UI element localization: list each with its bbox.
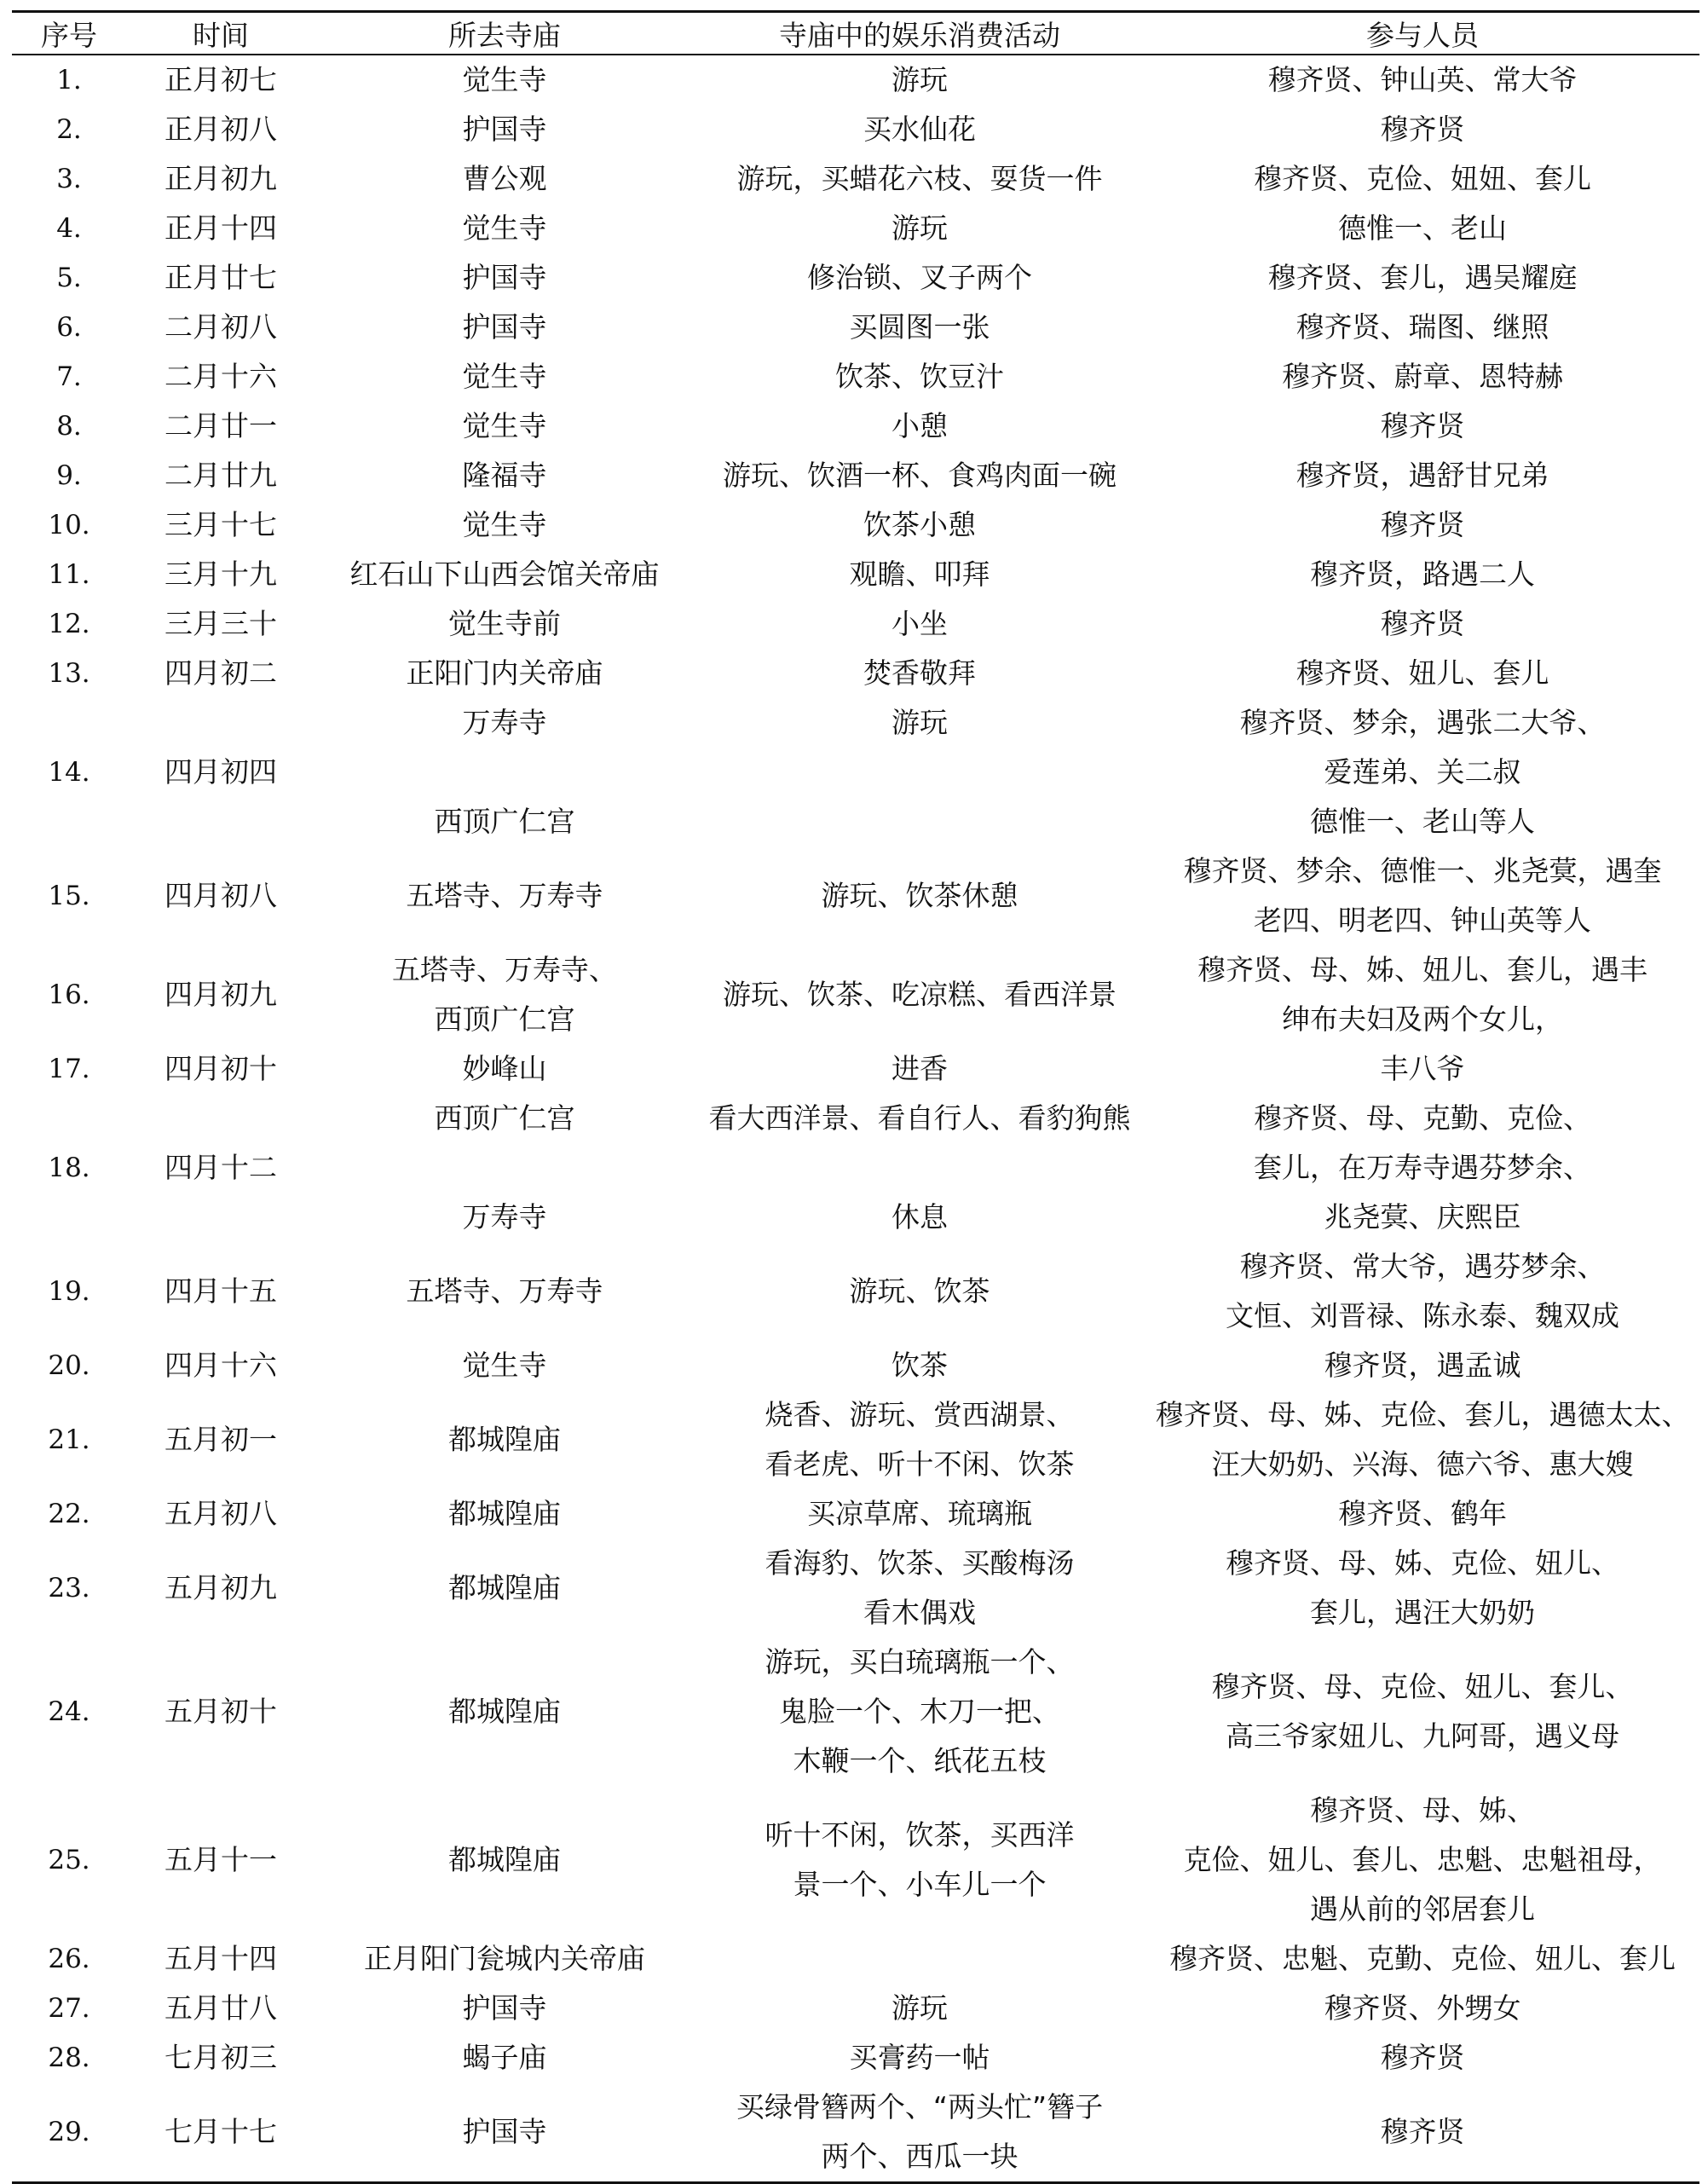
cell-temple [315, 2083, 694, 2183]
cell-activity-line: 游玩 [892, 63, 948, 96]
cell-temple [315, 1044, 694, 1094]
cell-people-line: 老四、明老四、钟山英等人 [1254, 904, 1591, 937]
cell-temple-line: 觉生寺 [462, 1349, 547, 1382]
cell-people-line: 穆齐贤、忠魁、克勤、克俭、妞儿、套儿 [1169, 1942, 1676, 1975]
cell-people-line: 穆齐贤、克俭、妞妞、套儿 [1254, 162, 1591, 195]
cell-temple [315, 1341, 694, 1390]
cell-people-line: 穆齐贤 [1380, 113, 1465, 146]
cell-temple-line [317, 748, 692, 797]
cell-index: 16. [48, 979, 90, 1010]
cell-people [1145, 451, 1699, 500]
cell-activity-line [695, 1934, 1144, 1984]
cell-date: 四月初八 [164, 879, 277, 912]
table-row [12, 599, 1699, 649]
table-row [12, 550, 1699, 599]
cell-people [1145, 402, 1699, 451]
cell-date: 五月初九 [164, 1571, 277, 1604]
cell-activity-line: 饮茶小憩 [863, 508, 976, 541]
cell-temple [315, 945, 694, 1044]
cell-activity-line: 休息 [892, 1200, 948, 1234]
table-row [12, 649, 1699, 698]
cell-temple-line: 都城隍庙 [448, 1571, 561, 1604]
cell-activity [694, 154, 1145, 204]
cell-activity-line: 看大西洋景、看自行人、看豹狗熊 [708, 1101, 1131, 1135]
cell-activity [694, 846, 1145, 945]
table-row [12, 846, 1699, 945]
cell-people-line: 文恒、刘晋禄、陈永泰、魏双成 [1226, 1299, 1619, 1332]
cell-index: 11. [48, 559, 90, 590]
cell-temple [315, 1934, 694, 1984]
cell-date: 三月三十 [164, 607, 277, 640]
cell-index: 20. [48, 1350, 90, 1381]
cell-index: 14. [48, 757, 90, 788]
cell-temple-line: 觉生寺 [462, 409, 547, 442]
table-row [12, 303, 1699, 352]
cell-people-line: 德惟一、老山 [1338, 211, 1507, 245]
cell-temple-line: 觉生寺 [462, 211, 547, 245]
cell-activity-line: 买绿骨簪两个、“两头忙”簪子 [736, 2090, 1104, 2123]
cell-people [1145, 1044, 1699, 1094]
cell-temple-line: 觉生寺前 [448, 607, 561, 640]
cell-index: 12. [48, 609, 90, 639]
cell-temple [315, 599, 694, 649]
cell-people [1145, 1489, 1699, 1539]
cell-index: 19. [48, 1276, 90, 1307]
cell-temple [315, 698, 694, 846]
cell-temple-line: 正月阳门瓮城内关帝庙 [364, 1942, 645, 1975]
cell-date: 正月初九 [164, 162, 277, 195]
cell-people [1145, 945, 1699, 1044]
cell-activity [694, 402, 1145, 451]
cell-activity-line: 烧香、游玩、赏西湖景、 [765, 1398, 1075, 1431]
header-people: 参与人员 [1366, 18, 1479, 52]
cell-people-line: 兆尧蓂、庆熙臣 [1324, 1200, 1521, 1234]
cell-date: 正月廿七 [164, 261, 277, 294]
cell-activity-line: 游玩、饮酒一杯、食鸡肉面一碗 [723, 459, 1117, 492]
cell-activity [694, 1341, 1145, 1390]
cell-people-line: 穆齐贤、瑞图、继照 [1295, 310, 1549, 344]
cell-temple-line: 觉生寺 [462, 63, 547, 96]
cell-people-line: 穆齐贤 [1380, 508, 1465, 541]
cell-people-line: 克俭、妞儿、套儿、忠魁、忠魁祖母， [1183, 1843, 1662, 1876]
cell-people-line: 穆齐贤、母、克俭、妞儿、套儿、 [1211, 1670, 1634, 1703]
cell-date: 五月初八 [164, 1497, 277, 1530]
cell-activity [694, 1984, 1145, 2033]
cell-activity-line: 小憩 [892, 409, 948, 442]
cell-activity-line: 买圆图一张 [849, 310, 990, 344]
cell-activity [694, 253, 1145, 303]
temple-activity-table [12, 10, 1699, 2184]
cell-date: 四月十五 [164, 1274, 277, 1308]
cell-people-line: 穆齐贤、母、姊、 [1310, 1794, 1535, 1827]
cell-activity-line: 买膏药一帖 [849, 2041, 990, 2074]
table-row [12, 1934, 1699, 1984]
cell-index: 15. [48, 881, 90, 911]
cell-people [1145, 846, 1699, 945]
cell-index: 28. [48, 2042, 90, 2073]
cell-index: 24. [48, 1696, 90, 1727]
cell-temple [315, 2033, 694, 2083]
cell-people [1145, 154, 1699, 204]
cell-temple-line: 西顶广仁宫 [434, 805, 575, 838]
cell-temple-line: 万寿寺 [462, 706, 547, 739]
cell-people-line: 穆齐贤、蔚章、恩特赫 [1282, 360, 1563, 393]
cell-temple [315, 352, 694, 402]
table-row [12, 1638, 1699, 1786]
cell-index: 6. [56, 312, 82, 343]
cell-date: 三月十九 [164, 558, 277, 591]
cell-activity-line: 买凉草席、琉璃瓶 [807, 1497, 1032, 1530]
cell-activity-line: 看老虎、听十不闲、饮茶 [765, 1447, 1075, 1481]
cell-date: 二月廿一 [164, 409, 277, 442]
cell-activity [694, 2033, 1145, 2083]
cell-people-line: 爱莲弟、关二叔 [1324, 755, 1521, 789]
cell-index: 27. [48, 1993, 90, 2024]
cell-people [1145, 1539, 1699, 1638]
cell-people-line: 穆齐贤，路遇二人 [1310, 558, 1535, 591]
cell-activity [694, 649, 1145, 698]
cell-temple [315, 253, 694, 303]
cell-activity-line: 木鞭一个、纸花五枝 [793, 1744, 1047, 1777]
cell-activity-line [695, 797, 1144, 846]
cell-temple-line: 隆福寺 [462, 459, 547, 492]
cell-temple [315, 1489, 694, 1539]
header-row [12, 12, 1699, 55]
table-row [12, 1094, 1699, 1242]
cell-activity [694, 1044, 1145, 1094]
cell-index: 18. [48, 1153, 90, 1183]
cell-people [1145, 1984, 1699, 2033]
cell-activity [694, 1094, 1145, 1242]
cell-temple-line: 觉生寺 [462, 508, 547, 541]
cell-people-line: 穆齐贤 [1380, 2041, 1465, 2074]
cell-index: 2. [56, 114, 82, 145]
table-row [12, 1539, 1699, 1638]
table-row [12, 1786, 1699, 1934]
cell-people-line: 丰八爷 [1380, 1052, 1465, 1085]
cell-people-line: 穆齐贤 [1380, 607, 1465, 640]
cell-temple [315, 1638, 694, 1786]
cell-temple [315, 55, 694, 105]
cell-people-line: 穆齐贤、常大爷，遇芬梦余、 [1239, 1250, 1606, 1283]
cell-temple [315, 204, 694, 253]
cell-date: 正月初七 [164, 63, 277, 96]
cell-activity-line: 观瞻、叩拜 [849, 558, 990, 591]
cell-people [1145, 649, 1699, 698]
cell-index: 9. [56, 460, 82, 491]
cell-activity-line: 游玩、饮茶 [849, 1274, 990, 1308]
table-row [12, 1984, 1699, 2033]
cell-index: 8. [56, 411, 82, 442]
cell-index: 3. [56, 164, 82, 194]
cell-people-line: 穆齐贤 [1380, 409, 1465, 442]
cell-date: 四月初十 [164, 1052, 277, 1085]
cell-temple [315, 1786, 694, 1934]
table-row [12, 253, 1699, 303]
cell-people-line: 穆齐贤、母、克勤、克俭、 [1254, 1101, 1591, 1135]
cell-temple-line: 护国寺 [462, 2115, 547, 2148]
cell-date: 四月初四 [164, 755, 277, 789]
cell-activity-line: 进香 [892, 1052, 948, 1085]
table-row [12, 698, 1699, 846]
cell-temple-line: 五塔寺、万寿寺 [406, 1274, 603, 1308]
cell-people-line: 穆齐贤，遇孟诚 [1324, 1349, 1521, 1382]
cell-people [1145, 2083, 1699, 2183]
cell-activity-line [695, 748, 1144, 797]
header-temple: 所去寺庙 [448, 18, 561, 52]
cell-people [1145, 599, 1699, 649]
cell-people [1145, 1786, 1699, 1934]
cell-temple [315, 451, 694, 500]
cell-activity [694, 698, 1145, 846]
cell-temple-line: 万寿寺 [462, 1200, 547, 1234]
cell-temple-line: 护国寺 [462, 1991, 547, 2025]
cell-people [1145, 1094, 1699, 1242]
cell-people-line: 德惟一、老山等人 [1310, 805, 1535, 838]
cell-activity [694, 1539, 1145, 1638]
cell-activity-line: 小坐 [892, 607, 948, 640]
cell-people-line: 遇从前的邻居套儿 [1310, 1892, 1535, 1926]
cell-activity-line: 游玩，买蜡花六枝、耍货一件 [736, 162, 1103, 195]
cell-date: 正月初八 [164, 113, 277, 146]
cell-activity-line: 两个、西瓜一块 [821, 2140, 1018, 2173]
cell-people-line: 高三爷家妞儿、九阿哥，遇义母 [1226, 1719, 1619, 1753]
cell-activity [694, 1390, 1145, 1489]
cell-people-line: 穆齐贤、鹤年 [1338, 1497, 1507, 1530]
cell-temple-line: 曹公观 [462, 162, 547, 195]
cell-date: 正月十四 [164, 211, 277, 245]
header-activity: 寺庙中的娱乐消费活动 [779, 18, 1060, 52]
cell-activity [694, 204, 1145, 253]
cell-temple [315, 402, 694, 451]
cell-date: 五月廿八 [164, 1991, 277, 2025]
cell-people [1145, 303, 1699, 352]
cell-temple-line: 都城隍庙 [448, 1695, 561, 1728]
cell-temple-line: 妙峰山 [462, 1052, 547, 1085]
table-row [12, 2033, 1699, 2083]
table-row [12, 1390, 1699, 1489]
cell-date: 五月十四 [164, 1942, 277, 1975]
table-row [12, 55, 1699, 105]
cell-activity-line: 景一个、小车儿一个 [793, 1868, 1047, 1901]
cell-date: 四月十六 [164, 1349, 277, 1382]
table-row [12, 2083, 1699, 2183]
cell-people [1145, 105, 1699, 154]
cell-activity-line: 饮茶 [892, 1349, 948, 1382]
cell-temple-line: 觉生寺 [462, 360, 547, 393]
cell-activity-line: 游玩，买白琉璃瓶一个、 [765, 1645, 1075, 1678]
cell-people-line: 穆齐贤、妞儿、套儿 [1295, 656, 1549, 690]
cell-people [1145, 1341, 1699, 1390]
cell-temple-line: 都城隍庙 [448, 1843, 561, 1876]
cell-date: 二月十六 [164, 360, 277, 393]
cell-temple-line: 五塔寺、万寿寺、 [392, 953, 617, 986]
cell-temple-line: 护国寺 [462, 261, 547, 294]
cell-activity-line: 买水仙花 [863, 113, 976, 146]
cell-index: 23. [48, 1573, 90, 1603]
cell-activity-line: 焚香敬拜 [863, 656, 976, 690]
cell-activity [694, 1786, 1145, 1934]
cell-activity [694, 1638, 1145, 1786]
cell-index: 1. [56, 65, 82, 95]
cell-people [1145, 1390, 1699, 1489]
cell-activity-line: 游玩 [892, 211, 948, 245]
cell-activity [694, 500, 1145, 550]
cell-people-line: 穆齐贤、梦余，遇张二大爷、 [1239, 706, 1606, 739]
cell-activity-line: 看木偶戏 [863, 1596, 976, 1629]
cell-date: 四月十二 [164, 1151, 277, 1184]
cell-temple [315, 154, 694, 204]
cell-index: 29. [48, 2117, 90, 2147]
cell-people [1145, 55, 1699, 105]
cell-index: 17. [48, 1054, 90, 1084]
cell-temple [315, 1539, 694, 1638]
cell-activity [694, 550, 1145, 599]
cell-people-line: 套儿，在万寿寺遇芬梦余、 [1254, 1151, 1591, 1184]
cell-people-line: 穆齐贤、钟山英、常大爷 [1267, 63, 1578, 96]
cell-activity [694, 55, 1145, 105]
cell-people [1145, 1638, 1699, 1786]
table-row [12, 451, 1699, 500]
cell-index: 7. [56, 361, 82, 392]
cell-people [1145, 1934, 1699, 1984]
cell-date: 五月十一 [164, 1843, 277, 1876]
table-row [12, 352, 1699, 402]
cell-people-line: 穆齐贤、母、姊、克俭、妞儿、 [1226, 1546, 1619, 1580]
cell-activity [694, 105, 1145, 154]
cell-activity [694, 352, 1145, 402]
cell-activity [694, 451, 1145, 500]
cell-temple-line: 红石山下山西会馆关帝庙 [349, 558, 660, 591]
cell-activity-line: 听十不闲，饮茶，买西洋 [765, 1818, 1075, 1852]
cell-date: 三月十七 [164, 508, 277, 541]
cell-people-line: 套儿，遇汪大奶奶 [1310, 1596, 1535, 1629]
cell-people-line: 穆齐贤、母、姊、克俭、套儿，遇德太太、 [1155, 1398, 1690, 1431]
cell-temple-line: 护国寺 [462, 113, 547, 146]
cell-activity-line: 饮茶、饮豆汁 [835, 360, 1004, 393]
cell-activity-line: 看海豹、饮茶、买酸梅汤 [765, 1546, 1075, 1580]
table-row [12, 204, 1699, 253]
cell-people [1145, 2033, 1699, 2083]
table-row [12, 105, 1699, 154]
cell-temple-line: 护国寺 [462, 310, 547, 344]
cell-date: 五月初十 [164, 1695, 277, 1728]
cell-people [1145, 352, 1699, 402]
cell-temple [315, 846, 694, 945]
cell-people-line: 汪大奶奶、兴海、德六爷、惠大嫂 [1211, 1447, 1634, 1481]
cell-index: 5. [56, 263, 82, 293]
cell-temple-line: 西顶广仁宫 [434, 1002, 575, 1036]
cell-people-line: 穆齐贤，遇舒甘兄弟 [1295, 459, 1549, 492]
cell-activity [694, 945, 1145, 1044]
cell-date: 七月初三 [164, 2041, 277, 2074]
cell-temple-line: 正阳门内关帝庙 [406, 656, 603, 690]
cell-date: 二月初八 [164, 310, 277, 344]
cell-date: 五月初一 [164, 1423, 277, 1456]
cell-temple [315, 105, 694, 154]
cell-people [1145, 550, 1699, 599]
cell-temple-line: 五塔寺、万寿寺 [406, 879, 603, 912]
cell-temple-line: 蝎子庙 [462, 2041, 547, 2074]
table-row [12, 154, 1699, 204]
cell-activity [694, 2083, 1145, 2183]
cell-people-line: 穆齐贤、套儿，遇吴耀庭 [1267, 261, 1578, 294]
cell-index: 26. [48, 1944, 90, 1974]
cell-temple [315, 303, 694, 352]
cell-index: 21. [48, 1424, 90, 1455]
cell-activity [694, 1934, 1145, 1984]
cell-temple [315, 1242, 694, 1341]
cell-people-line: 穆齐贤、母、姊、妞儿、套儿，遇丰 [1197, 953, 1647, 986]
table-row [12, 500, 1699, 550]
cell-temple [315, 550, 694, 599]
cell-temple-line [317, 1143, 692, 1193]
cell-index: 4. [56, 213, 82, 244]
cell-index: 10. [48, 510, 90, 540]
header-index: 序号 [41, 18, 97, 52]
cell-people-line: 穆齐贤 [1380, 2115, 1465, 2148]
cell-temple [315, 500, 694, 550]
cell-activity-line: 游玩 [892, 706, 948, 739]
cell-temple-line: 都城隍庙 [448, 1423, 561, 1456]
cell-temple [315, 649, 694, 698]
cell-activity [694, 1242, 1145, 1341]
cell-people [1145, 1242, 1699, 1341]
cell-date: 二月廿九 [164, 459, 277, 492]
cell-activity-line [695, 1143, 1144, 1193]
cell-activity-line: 游玩、饮茶休憩 [821, 879, 1018, 912]
cell-activity [694, 1489, 1145, 1539]
cell-date: 七月十七 [164, 2115, 277, 2148]
table-row [12, 1242, 1699, 1341]
cell-temple [315, 1094, 694, 1242]
cell-activity-line: 修治锁、叉子两个 [807, 261, 1032, 294]
cell-temple-line: 都城隍庙 [448, 1497, 561, 1530]
cell-index: 25. [48, 1845, 90, 1875]
table-row [12, 402, 1699, 451]
cell-people-line: 绅布夫妇及两个女儿， [1282, 1002, 1563, 1036]
table-row [12, 1489, 1699, 1539]
table-row [12, 1341, 1699, 1390]
cell-people-line: 穆齐贤、梦余、德惟一、兆尧蓂，遇奎 [1183, 854, 1662, 887]
cell-date: 四月初二 [164, 656, 277, 690]
cell-people-line: 穆齐贤、外甥女 [1324, 1991, 1521, 2025]
table-row [12, 945, 1699, 1044]
cell-temple [315, 1984, 694, 2033]
header-date: 时间 [193, 18, 249, 52]
cell-people [1145, 204, 1699, 253]
cell-date: 四月初九 [164, 978, 277, 1011]
cell-activity [694, 599, 1145, 649]
cell-index: 22. [48, 1499, 90, 1529]
table-row [12, 1044, 1699, 1094]
cell-activity [694, 303, 1145, 352]
cell-index: 13. [48, 658, 90, 689]
cell-people [1145, 253, 1699, 303]
cell-temple [315, 1390, 694, 1489]
cell-activity-line: 鬼脸一个、木刀一把、 [779, 1695, 1060, 1728]
cell-temple-line: 西顶广仁宫 [434, 1101, 575, 1135]
cell-activity-line: 游玩、饮茶、吃凉糕、看西洋景 [723, 978, 1117, 1011]
cell-activity-line: 游玩 [892, 1991, 948, 2025]
cell-people [1145, 698, 1699, 846]
cell-people [1145, 500, 1699, 550]
table-body [12, 55, 1699, 2183]
